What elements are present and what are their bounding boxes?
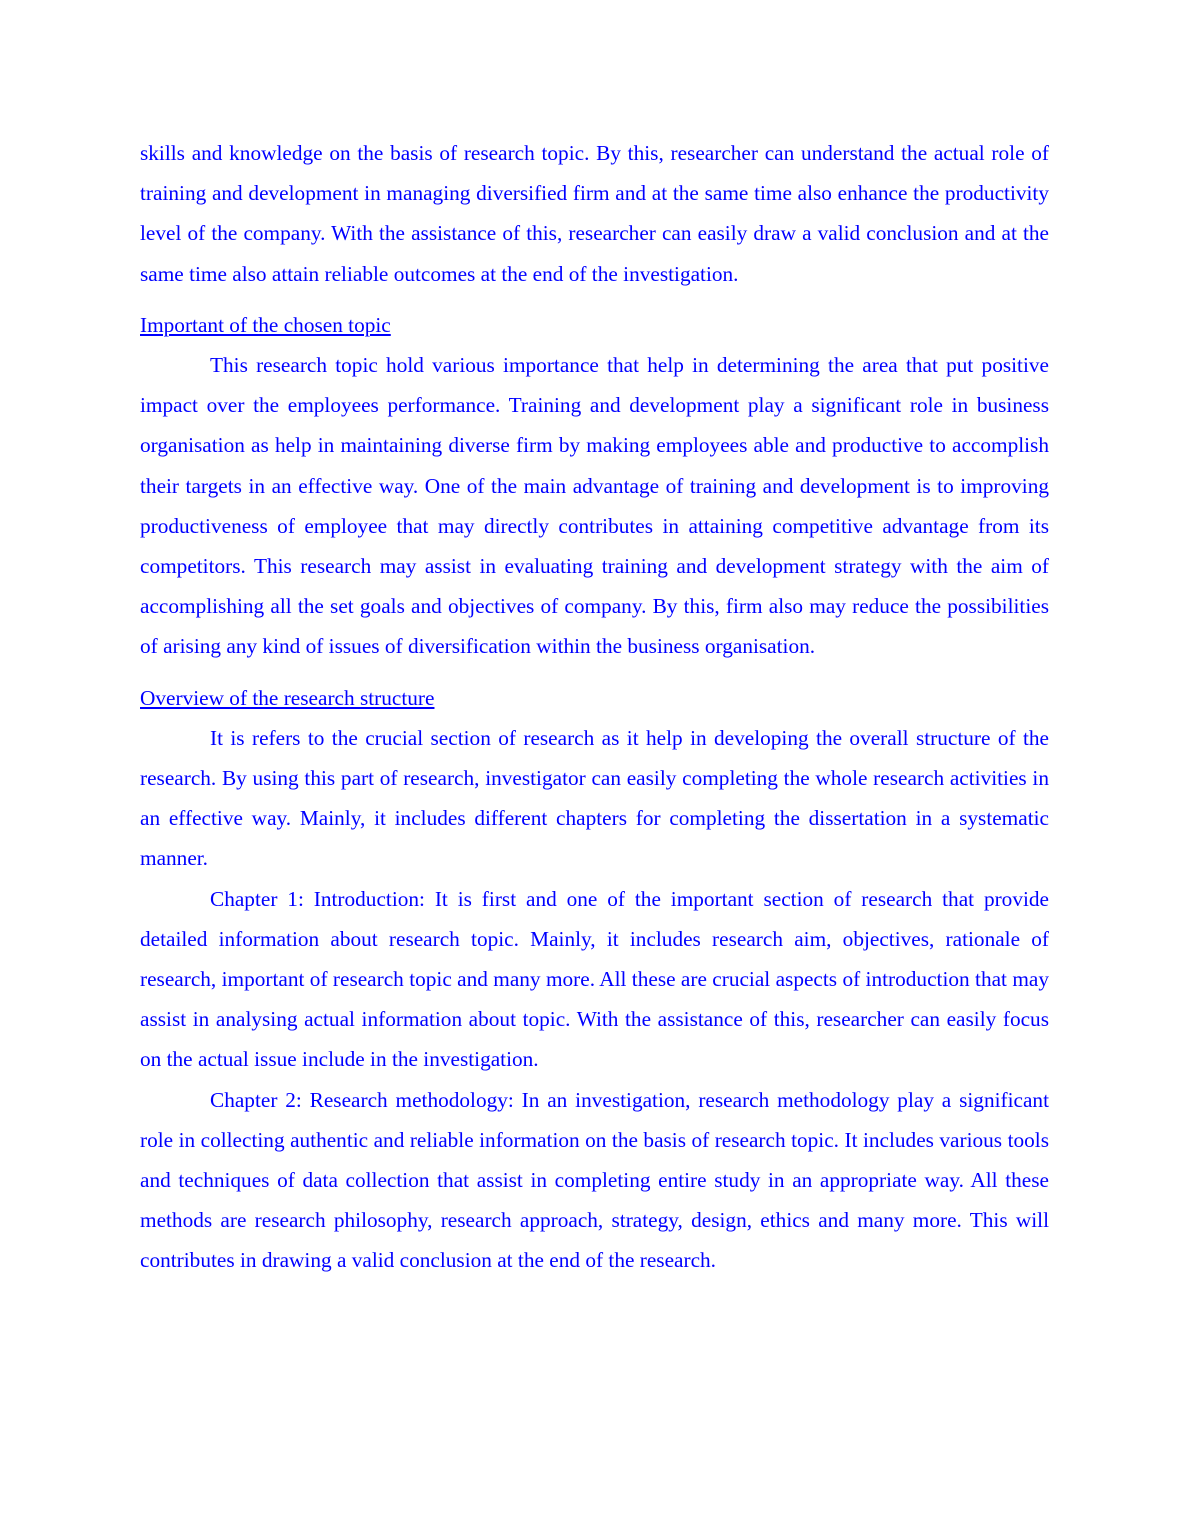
section-heading-structure: Overview of the research structure bbox=[140, 685, 435, 710]
document-body bbox=[140, 133, 1049, 1281]
chapter-1-paragraph: Chapter 1: Introduction: It is first and one of the important section of research that provide detailed information about research topic. Mainly, it includes research aim, objectives, rationale of research, important of research topic and many more. All these are crucial aspects of introduction that may assist in analysing actual information about topic. With the assistance of this, researcher can easily focus on the actual issue include in the investigation. bbox=[140, 886, 1049, 1072]
structure-paragraph: It is refers to the crucial section of research as it help in developing the overall structure of the research. By using this part of research, investigator can easily completing the whole research activities in an effective way. Mainly, it includes different chapters for completing the dissertation in a systematic manner. bbox=[140, 725, 1049, 871]
section-heading-importance: Important of the chosen topic bbox=[140, 312, 391, 337]
importance-paragraph: This research topic hold various importance that help in determining the area that put positive impact over the employees performance. Training and development play a significant role in business organisation as help in maintaining diverse firm by making employees able and productive to accomplish their targets in an effective way. One of the main advantage of training and development is to improving productiveness of employee that may directly contributes in attaining competitive advantage from its competitors. This research may assist in evaluating training and development strategy with the aim of accomplishing all the set goals and objectives of company. By this, firm also may reduce the possibilities of arising any kind of issues of diversification within the business organisation. bbox=[140, 353, 1049, 659]
intro-paragraph: skills and knowledge on the basis of research topic. By this, researcher can understand the actual role of training and development in managing diversified firm and at the same time also enhance the productivity level of the company. With the assistance of this, researcher can easily draw a valid conclusion and at the same time also attain reliable outcomes at the end of the investigation. bbox=[140, 141, 1049, 286]
chapter-2-paragraph: Chapter 2: Research methodology: In an investigation, research methodology play a significant role in collecting authentic and reliable information on the basis of research topic. It includes various tools and techniques of data collection that assist in completing entire study in an appropriate way. All these methods are research philosophy, research approach, strategy, design, ethics and many more. This will contributes in drawing a valid conclusion at the end of the research. bbox=[140, 1087, 1049, 1273]
